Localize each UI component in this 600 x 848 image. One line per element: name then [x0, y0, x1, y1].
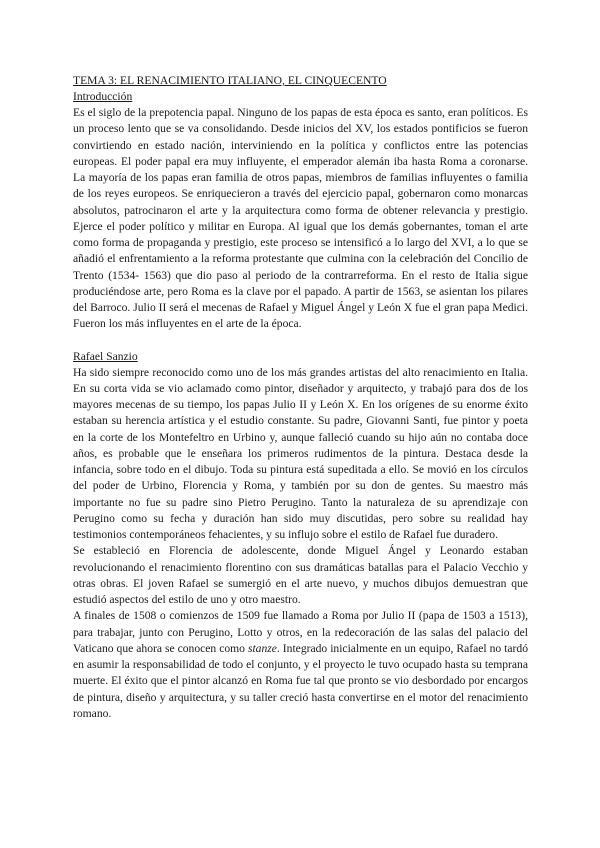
paragraph-rafael-1: Ha sido siempre reconocido como uno de los más grandes artistas del alto renacimiento en Italia. En su corta vida se vio aclamado como pintor, diseñador y arquitecto, y trabajó para dos de los mayores mecenas de su tiempo, los papas Julio II y León X. En los orígenes de su enorme éxito estaban su herencia artística y el estudio constante. Su padre, Giovanni Santi, fue pintor y poeta en la corte de los Montefeltro en Urbino y, aunque falleció cuando su hijo aún no contaba doce años, es probable que le enseñara los primeros rudimentos de la pintura. Destaca desde la infancia, sobre todo en el dibujo. Toda su pintura está supeditada a ello. Se movió en los círculos del poder de Urbino, Florencia y Roma, y también por su don de gentes. Su maestro más importante no fue su padre sino Pietro Perugino. Tanto la naturaleza de su aprendizaje con Perugino como su fecha y duración han sido muy discutidas, pero sobre su realidad hay testimonios contemporáneos fehacientes, y su influjo sobre el estilo de Rafael fue duradero. [73, 365, 528, 541]
paragraph-introduccion: Es el siglo de la prepotencia papal. Ninguno de los papas de esta época es santo, eran políticos. Es un proceso lento que se va consolidando. Desde inicios del XV, los estados pontificios se fueron convirtiendo en estado nación, interviniendo en la política y conflictos entre las potencias europeas. El poder papal era muy influyente, el emperador alemán iba hasta Roma a coronarse. La mayoría de los papas eran familia de otros papas, miembros de familias influyentes o familia de los reyes europeos. Se enriquecieron a través del ejercicio papal, gobernaron como monarcas absolutos, patrocinaron el arte y la arquitectura como forma de obtener relevancia y prestigio. Ejerce el poder político y militar en Europa. Al igual que los demás gobernantes, toman el arte como forma de propaganda y prestigio, este proceso se intensificó a lo largo del XVI, a lo que se añadió el enfrentamiento a la reforma protestante que culmina con la celebración del Concilio de Trento (1534- 1563) que dio paso al periodo de la contrarreforma. En el resto de Italia sigue produciéndose arte, pero Roma es la clave por el papado. A partir de 1563, se asientan los pilares del Barroco. Julio II será el mecenas de Rafael y Miguel Ángel y León X fue el gran papa Medici. Fueron los más influyentes en el arte de la época. [73, 106, 528, 331]
paragraph-rafael-3-text-after: . Integrado inicialmente en un equipo, Rafael no tardó en asumir la responsabilidad de todo el conjunto, y el proyecto le tuvo ocupado hasta su temprana muerte. El éxito que el pintor alcanzó en Roma fue tal que pronto se vio desbordado por encargos de pintura, diseño y arquitectura, y su taller creció hasta convertirse en el motor del renacimiento romano. [73, 641, 528, 720]
document-title: TEMA 3: EL RENACIMIENTO ITALIANO, EL CINQUECENTO [73, 74, 387, 87]
section-heading-rafael-sanzio: Rafael Sanzio [73, 349, 138, 363]
section-heading-introduccion: Introducción [73, 90, 133, 103]
stanze-italic: stanze [247, 641, 277, 655]
paragraph-rafael-3-text-before: A finales de 1508 o comienzos de 1509 fue llamado a Roma por Julio II (papa de 1503 a 1513), para trabajar, junto con Perugino, Lotto y otros, en la redecoración de las salas del palacio del Vaticano que ahora se conocen como [73, 609, 528, 655]
section-spacer [73, 333, 528, 349]
paragraph-rafael-3 [73, 608, 528, 722]
paragraph-rafael-2: Se estableció en Florencia de adolescente, donde Miguel Ángel y Leonardo estaban revolucionando el renacimiento florentino con sus dramáticas batallas para el Palacio Vecchio y otras obras. El joven Rafael se sumergió en el arte nuevo, y muchos dibujos demuestran que estudió aspectos del estilo de uno y otro maestro. [73, 544, 528, 606]
